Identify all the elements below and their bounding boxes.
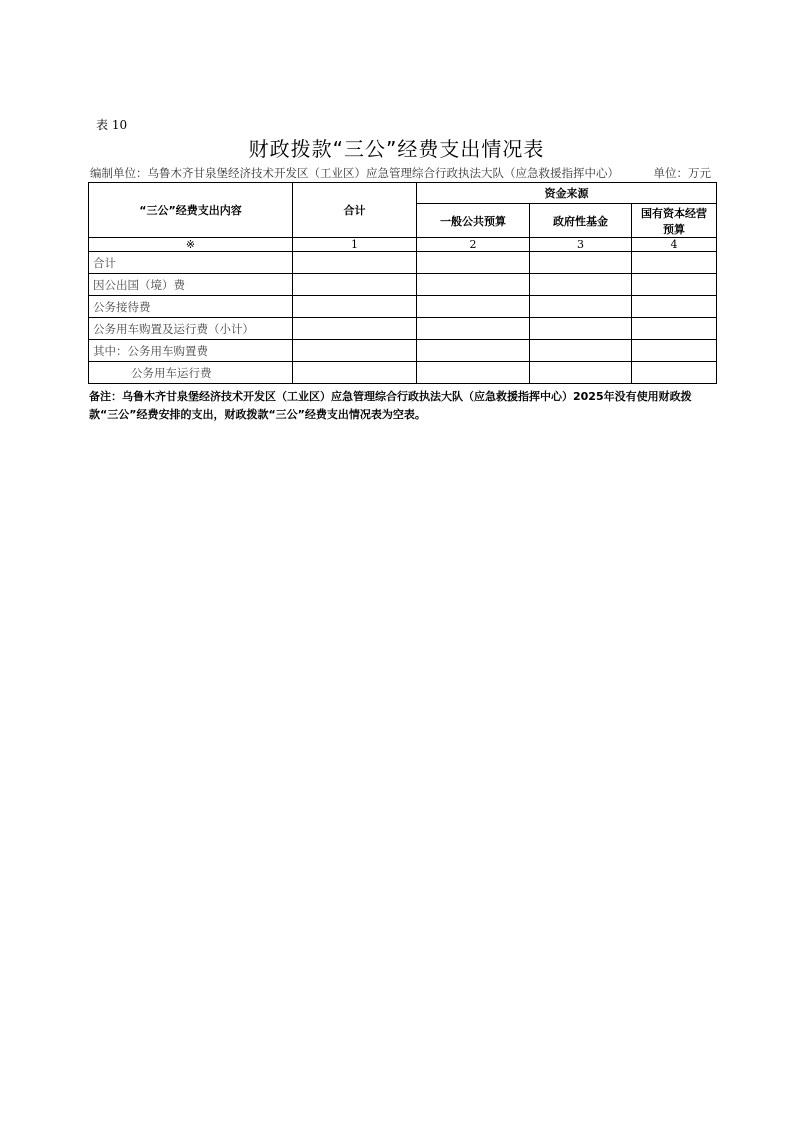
table-note: 备注：乌鲁木齐甘泉堡经济技术开发区（工业区）应急管理综合行政执法大队（应急救援指挥中心）2025年没有使用财政拨款“三公”经费安排的支出，财政拨款“三公”经费支出情况表为空表。 [89,390,692,421]
row-label: 因公出国（境）费 [89,274,293,296]
table-cell [530,362,632,384]
table-cell [632,362,717,384]
table-number: 表 10 [96,118,128,132]
row-label: 合计 [89,252,293,274]
row-label: 其中：公务用车购置费 [89,340,293,362]
table-cell [417,252,530,274]
index-cell: 1 [293,238,417,252]
currency-unit: 单位：万元 [653,166,711,180]
row-label: 公务用车运行费 [89,362,293,384]
table-row [89,252,717,274]
table-row [89,318,717,340]
table-cell [530,296,632,318]
table-cell [417,318,530,340]
table-cell [417,340,530,362]
index-cell: 3 [530,238,632,252]
table-cell [293,318,417,340]
table-meta [90,165,711,183]
table-cell [632,274,717,296]
index-cell: ※ [89,238,293,252]
page-title: 财政拨款“三公”经费支出情况表 [248,137,545,161]
table-row [89,296,717,318]
table-cell [417,362,530,384]
header-general-budget: 一般公共预算 [417,204,530,238]
index-cell: 2 [417,238,530,252]
header-row [89,183,717,204]
expenditure-table [88,182,717,384]
header-item: “三公”经费支出内容 [89,183,293,238]
header-state-capital: 国有资本经营预算 [632,204,717,238]
table-cell [632,296,717,318]
compiling-unit: 编制单位：乌鲁木齐甘泉堡经济技术开发区（工业区）应急管理综合行政执法大队（应急救援指挥中心） [90,166,619,180]
header-gov-fund: 政府性基金 [530,204,632,238]
table-cell [530,318,632,340]
table-row [89,362,717,384]
table-cell [293,296,417,318]
table-cell [530,252,632,274]
table-cell [530,340,632,362]
table-cell [293,274,417,296]
table-cell [632,318,717,340]
row-label: 公务接待费 [89,296,293,318]
index-row [89,238,717,252]
row-label: 公务用车购置及运行费（小计） [89,318,293,340]
table-cell [293,340,417,362]
table-row [89,340,717,362]
table-row [89,274,717,296]
table-cell [632,252,717,274]
index-cell: 4 [632,238,717,252]
table-cell [417,274,530,296]
header-total: 合计 [293,183,417,238]
table-cell [632,340,717,362]
table-cell [293,362,417,384]
table-cell [293,252,417,274]
table-cell [417,296,530,318]
table-cell [530,274,632,296]
header-fund-source: 资金来源 [417,183,717,204]
